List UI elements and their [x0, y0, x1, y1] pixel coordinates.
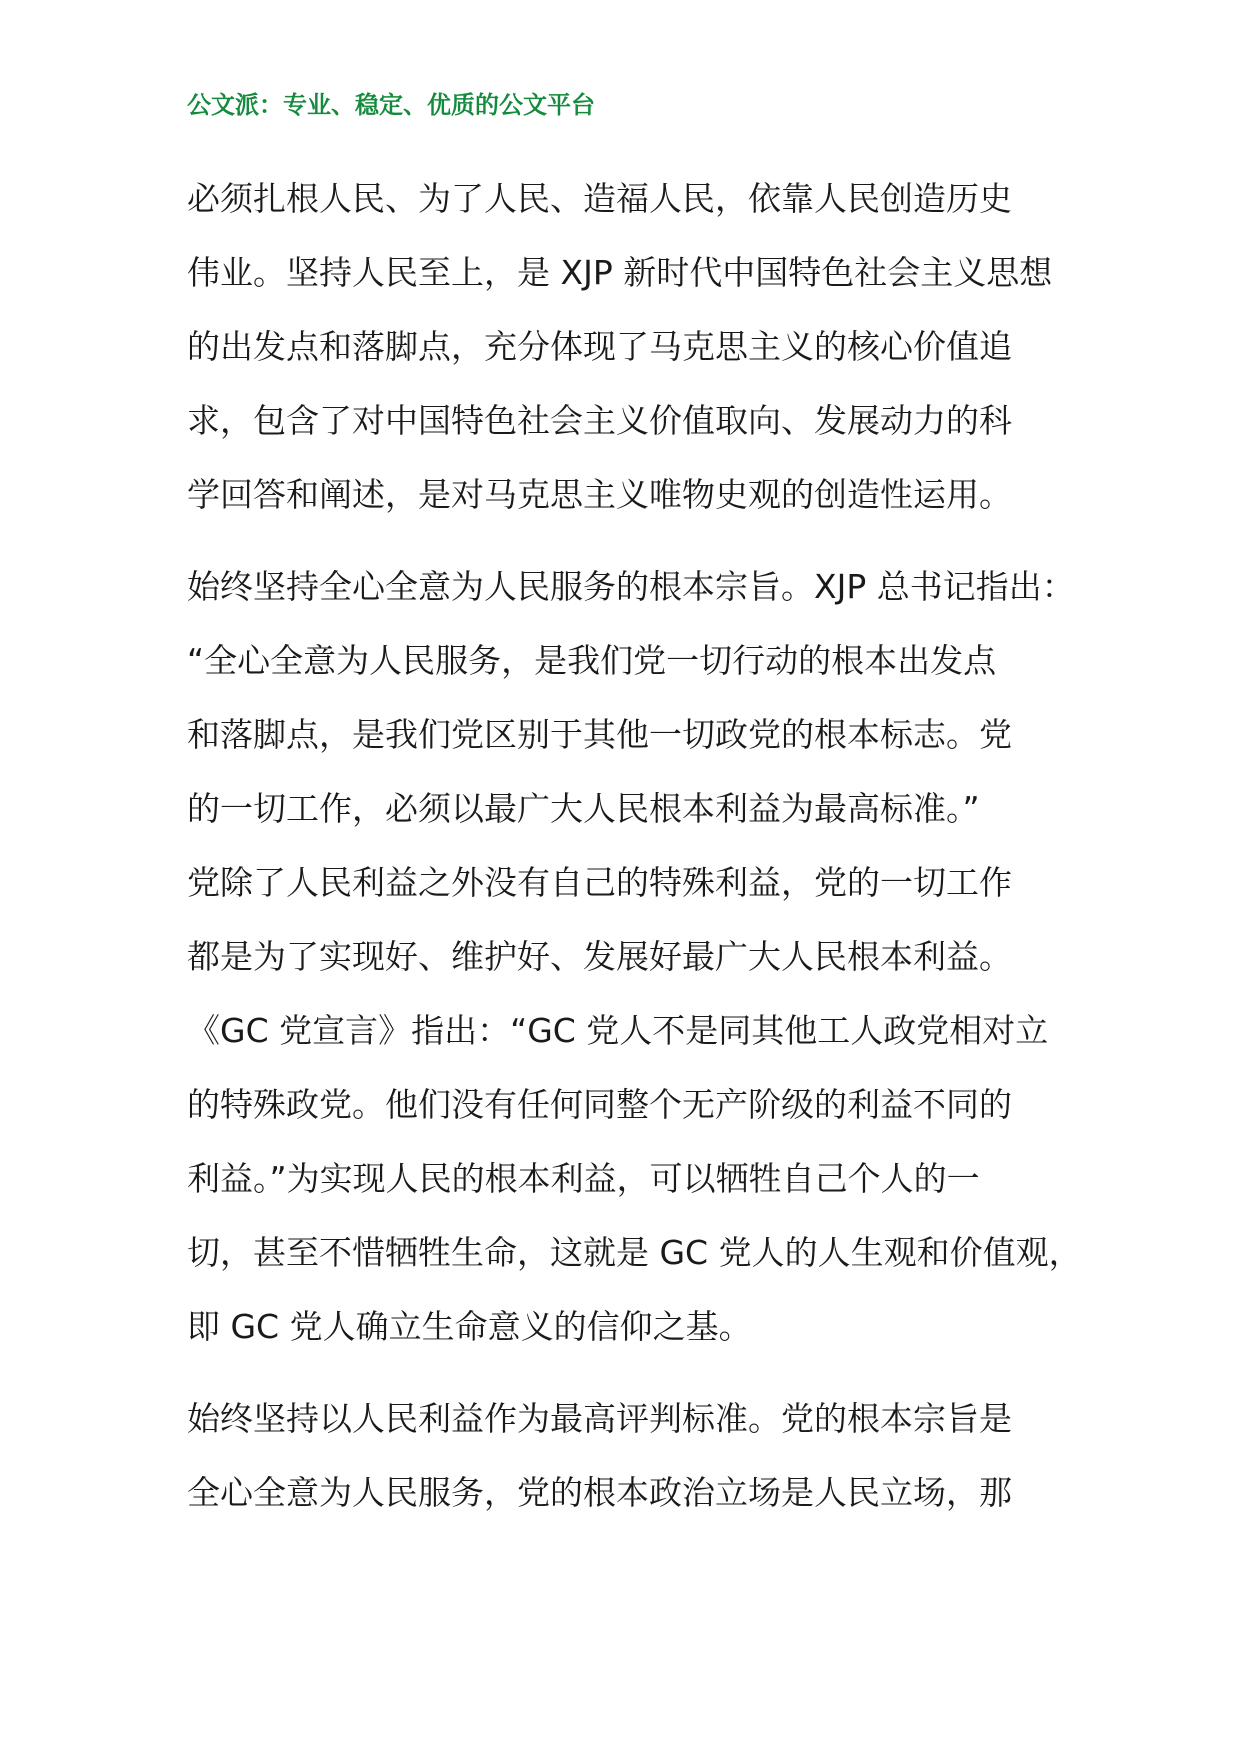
- text-line: 始终坚持全心全意为人民服务的根本宗旨。XJP 总书记指出：: [187, 567, 1075, 606]
- text-line: 都是为了实现好、维护好、发展好最广大人民根本利益。: [187, 937, 1012, 976]
- text-line: 党除了人民利益之外没有自己的特殊利益，党的一切工作: [187, 863, 1012, 902]
- text-line: 学回答和阐述，是对马克思主义唯物史观的创造性运用。: [187, 475, 1012, 514]
- text-line: 的特殊政党。他们没有任何同整个无产阶级的利益不同的: [187, 1085, 1012, 1124]
- text-line: 切，甚至不惜牺牲生命，这就是 GC 党人的人生观和价值观，: [187, 1233, 1082, 1272]
- site-header: 公文派：专业、稳定、优质的公文平台: [187, 91, 595, 119]
- text-line: 求，包含了对中国特色社会主义价值取向、发展动力的科: [187, 401, 1012, 440]
- text-line: 必须扎根人民、为了人民、造福人民，依靠人民创造历史: [187, 179, 1012, 218]
- text-line: 的一切工作，必须以最广大人民根本利益为最高标准。”: [187, 789, 980, 828]
- text-line: 全心全意为人民服务，党的根本政治立场是人民立场，那: [187, 1473, 1012, 1512]
- paragraph-1: [187, 162, 1087, 532]
- text-line: “全心全意为人民服务，是我们党一切行动的根本出发点: [187, 641, 997, 680]
- text-line: 利益。”为实现人民的根本利益，可以牺牲自己个人的一: [187, 1159, 980, 1198]
- text-line: 即 GC 党人确立生命意义的信仰之基。: [187, 1307, 752, 1346]
- text-line: 的出发点和落脚点，充分体现了马克思主义的核心价值追: [187, 327, 1012, 366]
- paragraph-2: [187, 550, 1087, 1364]
- text-line: 始终坚持以人民利益作为最高评判标准。党的根本宗旨是: [187, 1399, 1012, 1438]
- text-line: 《GC 党宣言》指出：“GC 党人不是同其他工人政党相对立: [187, 1011, 1049, 1050]
- text-line: 和落脚点，是我们党区别于其他一切政党的根本标志。党: [187, 715, 1012, 754]
- paragraph-3: [187, 1382, 1087, 1530]
- text-line: 伟业。坚持人民至上，是 XJP 新时代中国特色社会主义思想: [187, 253, 1053, 292]
- document-body: [187, 162, 1087, 1530]
